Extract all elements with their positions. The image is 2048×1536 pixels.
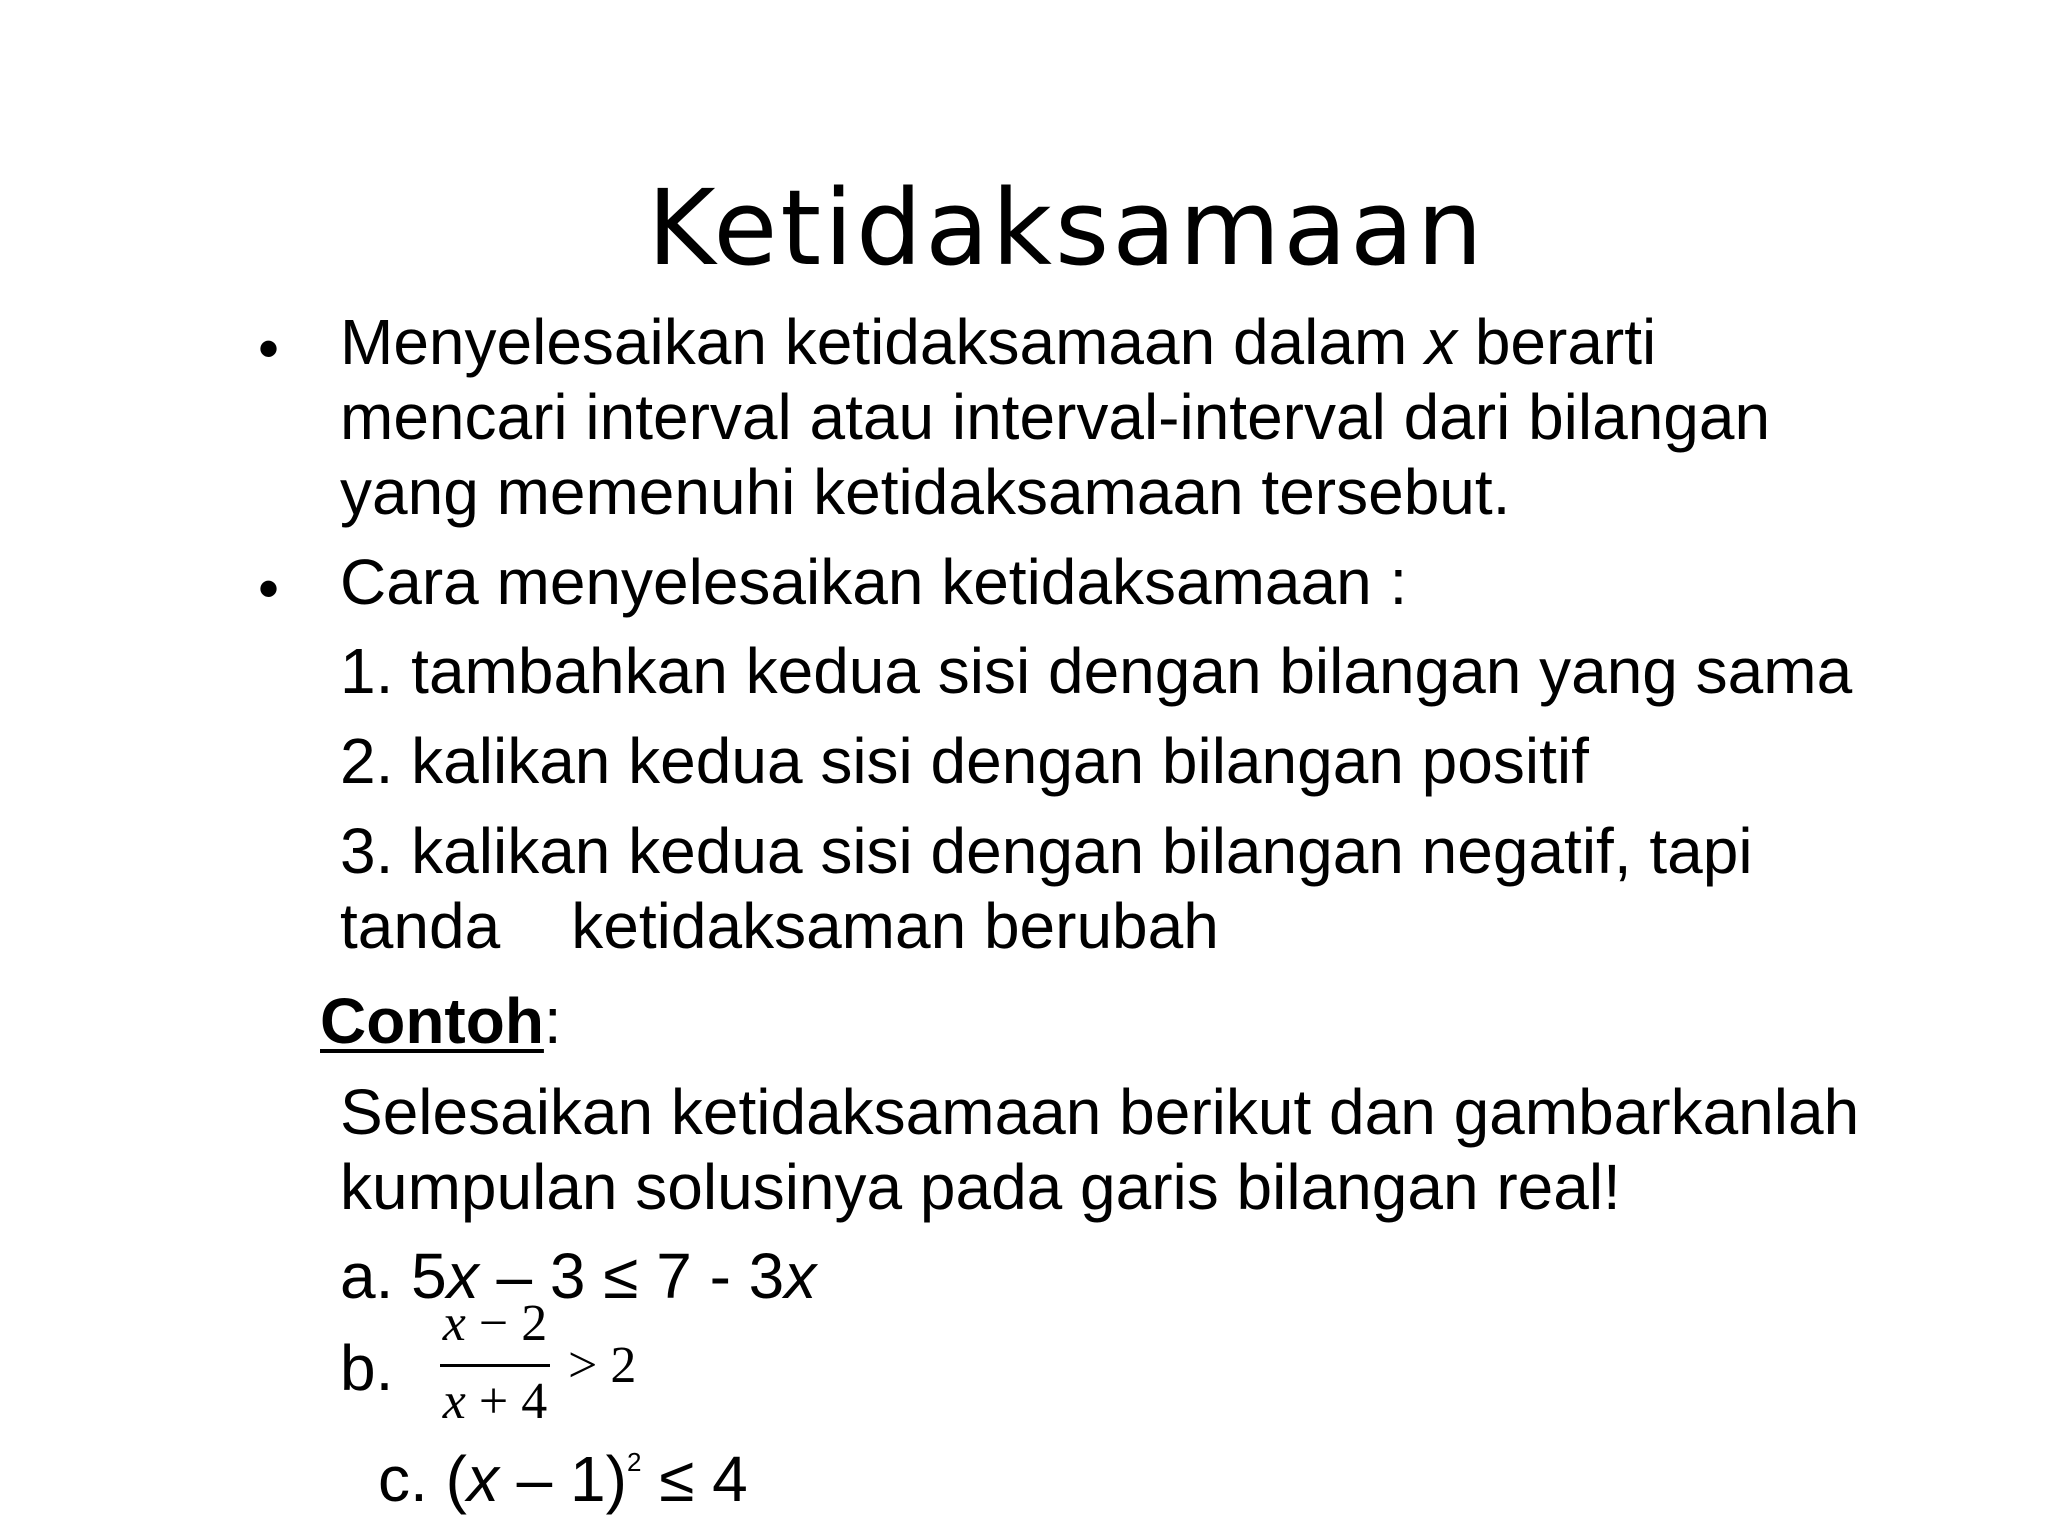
text-segment: berarti xyxy=(1457,306,1657,378)
step-2: 2. kalikan kedua sisi dengan bilangan positif xyxy=(340,725,1589,797)
example-instruction-line-1: Selesaikan ketidaksamaan berikut dan gambarkanlah xyxy=(340,1076,1860,1148)
fraction-relation: > 2 xyxy=(568,1337,637,1394)
numerator-rest: − 2 xyxy=(465,1295,548,1352)
bullet-2-line-1: Cara menyelesaikan ketidaksamaan : xyxy=(340,546,1408,618)
item-a-label: a. 5 xyxy=(340,1240,447,1312)
bullet-1-line-1 xyxy=(340,304,1656,380)
item-a-middle: – 3 ≤ 7 - 3 xyxy=(478,1240,785,1312)
example-item-c xyxy=(378,1424,748,1517)
example-item-b-label: b. xyxy=(340,1332,394,1404)
example-heading xyxy=(320,983,562,1059)
bullet-1-line-3: yang memenuhi ketidaksamaan tersebut. xyxy=(340,456,1511,528)
bullet-1-line-2: mencari interval atau interval-interval dari bilangan xyxy=(340,381,1771,453)
example-instruction-line-2: kumpulan solusinya pada garis bilangan real! xyxy=(340,1151,1621,1223)
example-item-b-fraction xyxy=(440,1296,660,1436)
bullet-2-marker: • xyxy=(258,555,280,622)
item-c-label: c. ( xyxy=(378,1443,467,1515)
step-3: 3. kalikan kedua sisi dengan bilangan negatif, tapi xyxy=(340,815,1753,887)
exponent: 2 xyxy=(626,1447,642,1477)
variable-x: x xyxy=(466,1443,499,1515)
fraction-numerator xyxy=(440,1296,550,1352)
variable-x: x xyxy=(442,1295,466,1352)
variable-x: x xyxy=(1425,306,1458,378)
step-1: 1. tambahkan kedua sisi dengan bilangan yang sama xyxy=(340,635,1853,707)
variable-x: x xyxy=(442,1373,466,1430)
step-3-continuation: tanda ketidaksaman berubah xyxy=(340,890,1219,962)
item-c-middle: – 1) xyxy=(498,1443,627,1515)
fraction-denominator xyxy=(440,1374,550,1430)
example-heading-colon: : xyxy=(543,985,562,1057)
denominator-rest: + 4 xyxy=(465,1373,548,1430)
variable-x: x xyxy=(784,1240,817,1312)
fraction-bar xyxy=(440,1364,550,1367)
example-heading-label: Contoh xyxy=(320,985,544,1057)
variable-x: x xyxy=(446,1240,479,1312)
slide-title: Ketidaksamaan xyxy=(647,167,1486,289)
text-segment: Menyelesaikan ketidaksamaan dalam xyxy=(340,306,1426,378)
item-c-rest: ≤ 4 xyxy=(641,1443,748,1515)
bullet-1-marker: • xyxy=(258,315,280,382)
